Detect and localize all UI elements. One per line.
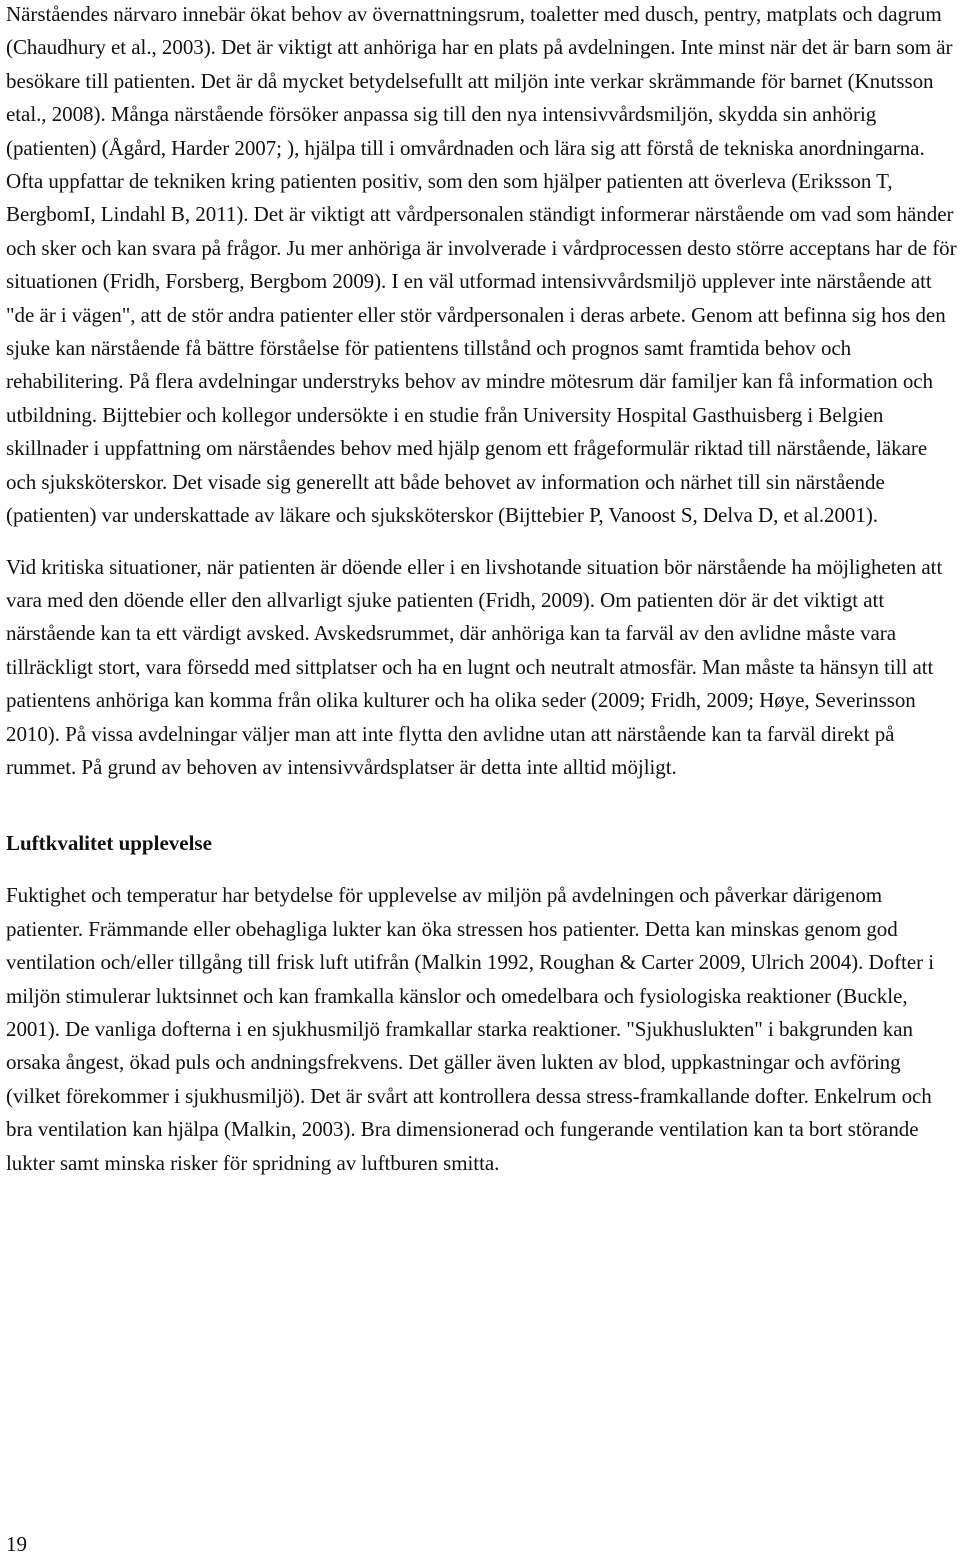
body-paragraph: Fuktighet och temperatur har betydelse för upplevelse av miljön på avdelningen och påverkar därigenom patienter. Främmande eller obehagliga lukter kan öka stressen hos patienter. Detta kan minskas genom god ventilation och/eller tillgång till frisk luft utifrån (Malkin 1992, Roughan & Carter 2009, Ulrich 2004). Dofter i miljön stimulerar luktsinnet och kan framkalla känslor och omedelbara och fysiologiska reaktioner (Buckle, 2001). De vanliga dofterna i en sjukhusmiljö framkallar starka reaktioner. "Sjukhuslukten" i bakgrunden kan orsaka ångest, ökad puls och andningsfrekvens. Det gäller även lukten av blod, uppkastningar och avföring (vilket förekommer i sjukhusmiljö). Det är svårt att kontrollera dessa stress-framkallande dofter. Enkelrum och bra ventilation kan hjälpa (Malkin, 2003). Bra dimensionerad och fungerande ventilation kan ta bort störande lukter samt minska risker för spridning av luftburen smitta.	[6, 883, 935, 1175]
document-page	[6, 0, 958, 1180]
body-paragraph: Vid kritiska situationer, när patienten är döende eller i en livshotande situation bör närstående ha möjligheten att vara med den döende eller den allvarligt sjuke patienten (Fridh, 2009). Om patienten dör är det viktigt att närstående kan ta ett värdigt avsked. Avskedsrummet, där anhöriga kan ta farväl av den avlidne måste vara tillräckligt stort, vara försedd med sittplatser och ha en lugnt och neutralt atmosfär. Man måste ta hänsyn till att patientens anhöriga kan komma från olika kulturer och ha olika seder (2009; Fridh, 2009; Høye, Severinsson 2010). På vissa avdelningar väljer man att inte flytta den avlidne utan att närstående kan ta farväl direkt på rummet. På grund av behoven av intensivvårdsplatser är detta inte alltid möjligt.	[6, 554, 943, 779]
page-number: 19	[6, 1532, 27, 1556]
section-heading: Luftkvalitet upplevelse	[6, 831, 212, 856]
body-paragraph: Närståendes närvaro innebär ökat behov av övernattningsrum, toaletter med dusch, pentry, matplats och dagrum (Chaudhury et al., 2003). Det är viktigt att anhöriga har en plats på avdelningen. Inte minst när det är barn som är besökare till patienten. Det är då mycket betydelsefullt att miljön inte verkar skrämmande för barnet (Knutsson etal., 2008). Många närstående försöker anpassa sig till den nya intensivvårdsmiljön, skydda sin anhörig (patienten) (Ågård, Harder 2007; ), hjälpa till i omvårdnaden och lära sig att förstå de tekniska anordningarna. Ofta uppfattar de tekniken kring patienten positiv, som den som hjälper patienten att överleva (Eriksson T, BergbomI, Lindahl B, 2011). Det är viktigt att vårdpersonalen ständigt informerar närstående om vad som händer och sker och kan svara på frågor. Ju mer anhöriga är involverade i vårdprocessen desto större acceptans har de för situationen (Fridh, Forsberg, Bergbom 2009). I en väl utformad intensivvårdsmiljö upplever inte närstående att "de är i vägen", att de stör andra patienter eller stör vårdpersonalen i deras arbete. Genom att befinna sig hos den sjuke kan närstående få bättre förståelse för patientens tillstånd och prognos samt framtida behov och rehabilitering. På flera avdelningar understryks behov av mindre mötesrum där familjer kan få information och utbildning. Bijttebier och kollegor undersökte i en studie från University Hospital Gasthuisberg i Belgien skillnader i uppfattning om närståendes behov med hjälp genom ett frågeformulär riktad till närstående, läkare och sjuksköterskor. Det visade sig generellt att både behovet av information och närhet till sin närstående (patienten) var underskattade av läkare och sjuksköterskor (Bijttebier P, Vanoost S, Delva D, et al.2001).	[6, 2, 957, 528]
